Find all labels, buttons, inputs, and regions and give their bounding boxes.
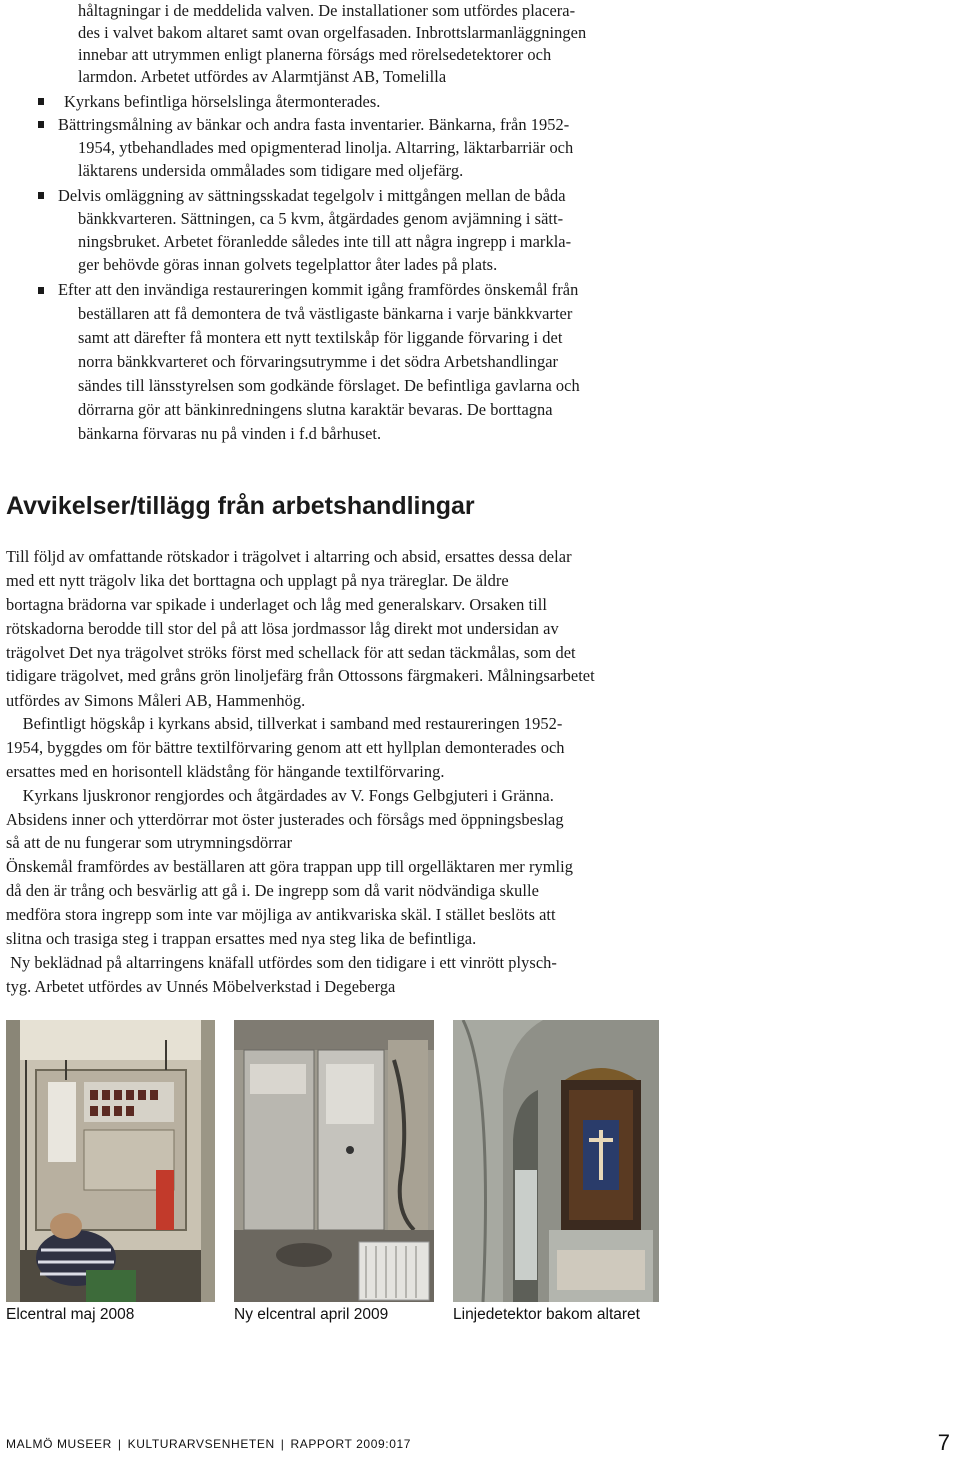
bullet-marker: [38, 287, 44, 294]
body-line: med ett nytt trägolv lika det borttagna och upplagt på nya träreglar. De äldre: [6, 571, 509, 590]
body-line: Ny beklädnad på altarringens knäfall utfördes som den tidigare i ett vinrött plysch-: [6, 953, 557, 972]
bullet-item-4-line: beställaren att få demontera de två västligaste bänkarna i varje bänkkvarter: [78, 304, 573, 323]
body-line: trägolvet Det nya trägolvet ströks först med schellack för att sedan täckmålas, som det: [6, 643, 576, 662]
bullet-item-2-line: 1954, ytbehandlades med opigmenterad linolja. Altarring, läktarbarriär och: [78, 138, 574, 157]
body-line: bortagna brädorna var spikade i underlaget och låg med generalskarv. Orsaken till: [6, 595, 547, 614]
body-line: Absidens inner och ytterdörrar mot öster justerades och försågs med öppningsbeslag: [6, 810, 564, 829]
body-line: ersattes med en horisontell klädstång för hängande textilförvaring.: [6, 762, 445, 781]
body-line: rötskadorna berodde till stor del på att lösa jordmassor låg direkt mot undersidan av: [6, 619, 559, 638]
intro-line: des i valvet bakom altaret samt ovan orgelfasaden. Inbrottslarmanläggningen: [78, 23, 587, 42]
bullet-item-1: Kyrkans befintliga hörselslinga återmonterades.: [64, 92, 381, 111]
bullet-item-3-line: ningsbruket. Arbetet föranledde således inte till att några ingrepp i markla-: [78, 232, 572, 251]
body-line: medföra stora ingrepp som inte var möjliga av antikvariska skäl. I stället beslöts att: [6, 905, 556, 924]
photo-caption: Ny elcentral april 2009: [234, 1306, 389, 1323]
body-line: då den är trång och besvärlig att gå i. De ingrepp som då varit nödvändiga skulle: [6, 881, 539, 900]
body-line: utfördes av Simons Måleri AB, Hammenhög.: [6, 691, 306, 710]
body-line: Önskemål framfördes av beställaren att göra trappan upp till orgelläktaren mer rymlig: [6, 857, 573, 876]
body-line: 1954, byggdes om för bättre textilförvaring genom att ett hyllplan demonterades och: [6, 738, 565, 757]
body-line: så att de nu fungerar som utrymningsdörrar: [6, 833, 293, 852]
bullet-item-4-line: dörrarna gör att bänkinredningens slutna karaktär bevaras. De borttagna: [78, 400, 553, 419]
electrical-panel-photo: [6, 1020, 215, 1302]
bullet-item-4-line: norra bänkkvarteret och förvaringsutrymme i det södra Arbetshandlingar: [78, 352, 559, 371]
footer-publisher: MALMÖ MUSEER: [6, 1437, 112, 1451]
photo-caption: Elcentral maj 2008: [6, 1306, 135, 1323]
footer-department: KULTURARVSENHETEN: [127, 1437, 275, 1451]
bullet-item-2-line: Bättringsmålning av bänkar och andra fasta inventarier. Bänkarna, från 1952-: [58, 115, 570, 134]
footer-separator: |: [280, 1437, 285, 1451]
bullet-item-3-line: bänkkvarteren. Sättningen, ca 5 kvm, åtgärdades genom avjämning i sätt-: [78, 209, 564, 228]
body-line: Till följd av omfattande rötskador i trägolvet i altarring och absid, ersattes dessa delar: [6, 547, 572, 566]
bullet-item-3-line: Delvis omläggning av sättningsskadat tegelgolv i mittgången mellan de båda: [58, 186, 566, 205]
body-line: slitna och trasiga steg i trappan ersattes med nya steg lika de befintliga.: [6, 929, 477, 948]
bullet-item-4-line: Efter att den invändiga restaureringen kommit igång framfördes önskemål från: [58, 280, 579, 299]
bullet-marker: [38, 121, 44, 128]
bullet-item-4-line: sändes till länsstyrelsen som godkände förslaget. De befintliga gavlarna och: [78, 376, 580, 395]
bullet-item-4-line: bänkarna förvaras nu på vinden i f.d bårhuset.: [78, 424, 382, 443]
bullet-item-2-line: läktarens undersida ommålades som tidigare med oljefärg.: [78, 161, 464, 180]
bullet-item-3-line: ger behövde göras innan golvets tegelplattor åter lades på plats.: [78, 255, 498, 274]
footer-report: RAPPORT 2009:017: [290, 1437, 412, 1451]
section-heading: Avvikelser/tillägg från arbetshandlingar: [6, 492, 475, 520]
body-line: Befintligt högskåp i kyrkans absid, tillverkat i samband med restaureringen 1952-: [6, 714, 563, 733]
intro-line: håltagningar i de meddelida valven. De installationer som utfördes placera-: [78, 1, 576, 20]
body-line: Kyrkans ljuskronor rengjordes och åtgärdades av V. Fongs Gelbgjuteri i Gränna.: [6, 786, 554, 805]
bullet-marker: [38, 192, 44, 199]
footer-separator: |: [117, 1437, 122, 1451]
body-line: tyg. Arbetet utfördes av Unnés Möbelverkstad i Degeberga: [6, 977, 396, 996]
church-altar-photo: [453, 1020, 659, 1302]
body-line: tidigare trägolvet, med gråns grön linoljefärg från Ottossons färgmakeri. Målningsarbetet: [6, 666, 595, 685]
page-number: 7: [937, 1430, 950, 1455]
footer: [6, 1437, 411, 1451]
intro-line: larmdon. Arbetet utfördes av Alarmtjänst AB, Tomelilla: [78, 67, 447, 86]
intro-line: innebar att utrymmen enligt planerna förságs med rörelsedetektorer och: [78, 45, 552, 64]
new-electrical-cabinet-photo: [234, 1020, 434, 1302]
photo-caption: Linjedetektor bakom altaret: [453, 1306, 640, 1323]
bullet-item-4-line: samt att därefter få montera ett nytt textilskåp för liggande förvaring i det: [78, 328, 563, 347]
bullet-marker: [38, 98, 44, 105]
